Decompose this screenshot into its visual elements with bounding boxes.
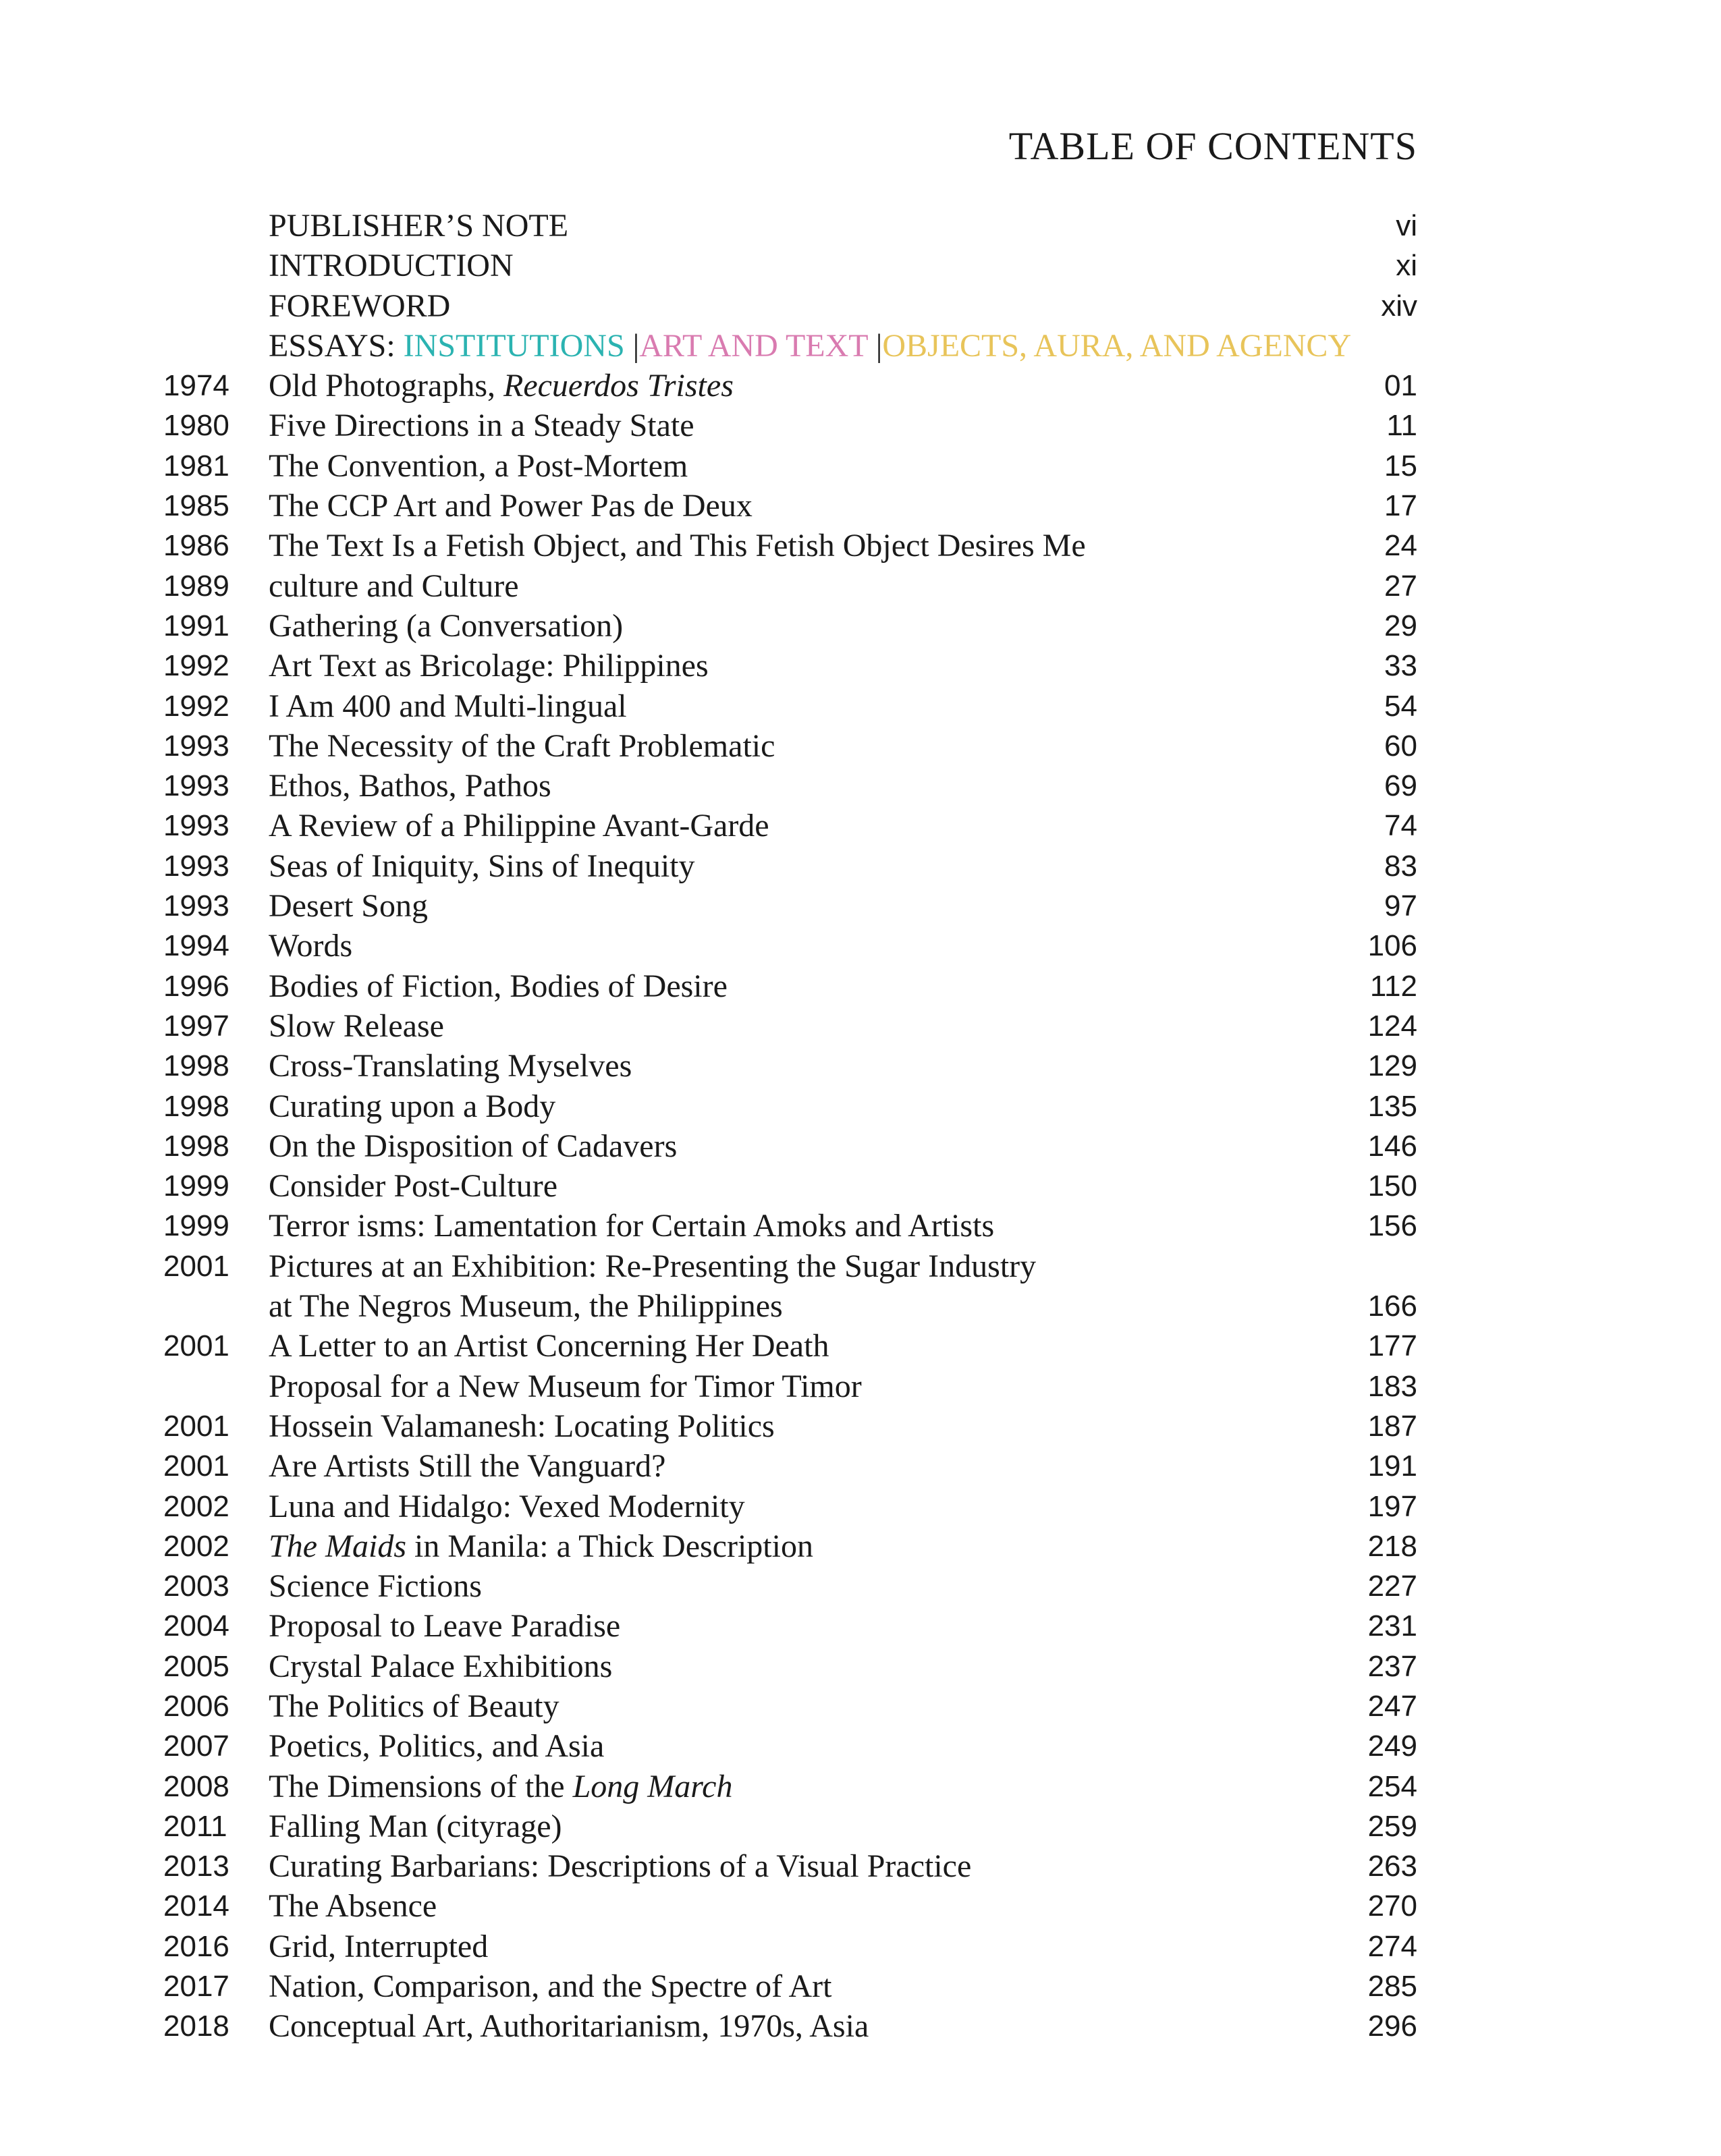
toc-row [0, 1366, 1721, 1406]
toc-entry-title-text: Are Artists Still the Vanguard? [269, 1448, 666, 1485]
toc-row [0, 1966, 1721, 2006]
toc-entry-title-text: A Letter to an Artist Concerning Her Death [269, 1328, 829, 1364]
toc-entry-title [269, 1647, 612, 1686]
toc-entry-year: 1991 [163, 609, 229, 642]
toc-row [0, 1086, 1721, 1126]
toc-entry-title [269, 1726, 604, 1766]
toc-entry-title-text: Falling Man (cityrage) [269, 1808, 562, 1844]
toc-entry-year: 2007 [163, 1730, 229, 1763]
toc-entry-year: 2003 [163, 1570, 229, 1603]
toc-entry-page: 191 [1367, 1449, 1417, 1483]
toc-row [0, 1246, 1721, 1286]
toc-entry-title [269, 1046, 632, 1086]
toc-entry-page: 11 [1386, 409, 1417, 443]
toc-entry-page: 227 [1367, 1570, 1417, 1603]
toc-entry-page: 183 [1367, 1369, 1417, 1403]
toc-row [0, 846, 1721, 886]
toc-entry-title [269, 646, 709, 686]
toc-entry-page: 254 [1367, 1769, 1417, 1803]
toc-entry-title: INTRODUCTION [269, 248, 514, 284]
toc-entry-page: 231 [1367, 1609, 1417, 1643]
toc-entry-page: 106 [1367, 929, 1417, 963]
toc-entry-title-text: The Text Is a Fetish Object, and This Fetish Object Desires Me [269, 528, 1086, 564]
toc-entry-title [269, 966, 728, 1006]
toc-entry-year: 2017 [163, 1970, 229, 2003]
toc-entry-page: 129 [1367, 1049, 1417, 1083]
toc-entry-page: 274 [1367, 1929, 1417, 1963]
toc-entry-page: 27 [1384, 569, 1417, 603]
toc-entry-title-text: Cross-Translating Myselves [269, 1048, 632, 1084]
toc-entry-title-text: Bodies of Fiction, Bodies of Desire [269, 968, 728, 1004]
toc-entry-year: 1993 [163, 889, 229, 923]
toc-entry-page: 83 [1384, 849, 1417, 883]
toc-entry-page: 124 [1367, 1009, 1417, 1043]
toc-row [0, 1647, 1721, 1686]
toc-entry-title [269, 1686, 559, 1726]
toc-entry-page: 249 [1367, 1730, 1417, 1763]
toc-entry-title-text: Old Photographs, [269, 368, 503, 404]
toc-front-matter-row [0, 286, 1721, 326]
toc-entry-page: 263 [1367, 1850, 1417, 1883]
toc-entry-title-text: Science Fictions [269, 1568, 482, 1605]
toc-row [0, 806, 1721, 846]
toc-entry-year: 2018 [163, 2010, 229, 2043]
essays-label: ESSAYS: [269, 327, 395, 364]
toc-entry-page: 97 [1384, 889, 1417, 923]
toc-entry-title [269, 766, 551, 806]
toc-entry-year: 2014 [163, 1889, 229, 1923]
toc-entry-page: xiv [1381, 289, 1417, 323]
toc-entry-title [269, 686, 627, 726]
toc-entry-year: 2001 [163, 1449, 229, 1483]
toc-row [0, 2006, 1721, 2046]
toc-entry-year: 2001 [163, 1249, 229, 1283]
toc-entry-title [269, 1006, 444, 1046]
toc-entry-page: 237 [1367, 1649, 1417, 1683]
toc-row [0, 1927, 1721, 1966]
toc-entry-title-text: Terror isms: Lamentation for Certain Amoks and Artists [269, 1208, 995, 1244]
toc-entry-title-text: Poetics, Politics, and Asia [269, 1728, 605, 1765]
toc-front-matter-row [0, 206, 1721, 246]
toc-entry-title-text: Nation, Comparison, and the Spectre of Art [269, 1968, 832, 2005]
toc-entry-title [269, 1606, 620, 1646]
toc-entry-page: 156 [1367, 1209, 1417, 1243]
toc-entry-page: 296 [1367, 2010, 1417, 2043]
toc-entry-title-text: I Am 400 and Multi-lingual [269, 688, 627, 724]
essays-heading [0, 326, 1721, 366]
toc-entry-title-text: Proposal for a New Museum for Timor Timor [269, 1368, 862, 1404]
toc-entry-year: 1989 [163, 569, 229, 603]
toc-entry-year: 2006 [163, 1689, 229, 1723]
toc-entry-title [269, 1406, 775, 1446]
toc-entry-page: 150 [1367, 1169, 1417, 1203]
toc-entry-title-text: The Absence [269, 1888, 437, 1925]
toc-entry-title-text: Words [269, 928, 353, 964]
section-institutions: INSTITUTIONS [403, 327, 625, 364]
toc-entry-title-text: Seas of Iniquity, Sins of Inequity [269, 848, 695, 884]
section-separator: | [875, 327, 883, 364]
toc-row [0, 1126, 1721, 1166]
toc-row [0, 1206, 1721, 1246]
toc-row [0, 1846, 1721, 1886]
toc-entry-year: 1999 [163, 1209, 229, 1243]
toc-entry-title-italic: Recuerdos Tristes [503, 368, 734, 404]
toc-row [0, 526, 1721, 565]
toc-entry-page: xi [1396, 249, 1417, 283]
toc-row [0, 1487, 1721, 1526]
toc-row [0, 766, 1721, 806]
toc-row [0, 1526, 1721, 1566]
toc-entry-title [269, 1886, 437, 1926]
toc-entry-page: 33 [1384, 649, 1417, 683]
toc-row [0, 1326, 1721, 1366]
toc-entry-page: 17 [1384, 489, 1417, 523]
toc-entry-year: 1993 [163, 769, 229, 803]
toc-entry-year: 1994 [163, 929, 229, 963]
toc-entry-page: 69 [1384, 769, 1417, 803]
toc-row [0, 406, 1721, 445]
toc-entry-page: 112 [1369, 969, 1417, 1003]
toc-entry-title [269, 1966, 832, 2006]
toc-entry-page: 15 [1384, 449, 1417, 482]
toc-entry-page: 135 [1367, 1089, 1417, 1123]
toc-row [0, 926, 1721, 966]
toc-entry-title [269, 1526, 813, 1566]
toc-entry-title [269, 1566, 482, 1606]
toc-entry-page: 01 [1384, 369, 1417, 403]
toc-entry-page: 285 [1367, 1970, 1417, 2003]
toc-entry-title [269, 1446, 665, 1486]
toc-entry-year: 2011 [163, 1809, 227, 1843]
toc-entry-title [269, 566, 519, 606]
toc-entry-year: 2001 [163, 1409, 229, 1443]
toc-entry-year: 1993 [163, 729, 229, 763]
toc-entry-year: 1993 [163, 809, 229, 843]
toc-entry-year: 2004 [163, 1609, 229, 1643]
toc-entry-year: 1997 [163, 1009, 229, 1043]
toc-row [0, 1566, 1721, 1606]
toc-entry-title [269, 1126, 677, 1166]
toc-entry-year: 2005 [163, 1649, 229, 1683]
page-title: TABLE OF CONTENTS [1008, 124, 1417, 168]
toc-entry-title-text: in Manila: a Thick Description [406, 1528, 813, 1564]
toc-entry-page: 74 [1384, 809, 1417, 843]
toc-entry-title [269, 1806, 562, 1846]
toc-row [0, 1886, 1721, 1926]
toc-entry-title-text: The Necessity of the Craft Problematic [269, 727, 775, 764]
toc-entry-title-text: Gathering (a Conversation) [269, 607, 624, 644]
toc-row [0, 1726, 1721, 1766]
section-separator: | [632, 327, 640, 364]
toc-entry-title [269, 1487, 745, 1526]
toc-entry-page: 60 [1384, 729, 1417, 763]
toc-row [0, 966, 1721, 1006]
toc-entry-year: 1998 [163, 1049, 229, 1083]
toc-entry-year: 1996 [163, 969, 229, 1003]
toc-entry-title-text: Ethos, Bathos, Pathos [269, 768, 551, 804]
toc-entry-page: 197 [1367, 1489, 1417, 1523]
toc-entry-title [269, 1846, 971, 1886]
toc-row [0, 486, 1721, 526]
toc-entry-title-text: The Politics of Beauty [269, 1688, 559, 1724]
toc-entry-year: 1992 [163, 649, 229, 683]
toc-entry-title-text: Curating upon a Body [269, 1088, 556, 1124]
toc-entry-year: 2013 [163, 1850, 229, 1883]
toc-entry-page: 177 [1367, 1329, 1417, 1363]
toc-entry-title-text: Crystal Palace Exhibitions [269, 1648, 613, 1684]
toc-entry-year: 2008 [163, 1769, 229, 1803]
toc-entry-page: 187 [1367, 1409, 1417, 1443]
toc-entry-title [269, 846, 695, 886]
toc-entry-title [269, 2006, 869, 2046]
toc-entry-title: PUBLISHER’S NOTE [269, 208, 569, 244]
toc-entry-page: 146 [1367, 1129, 1417, 1163]
toc-entry-title [269, 1166, 557, 1206]
toc-entry-year: 1999 [163, 1169, 229, 1203]
toc-entry-title [269, 486, 753, 526]
toc-entry-title [269, 446, 688, 486]
toc-entry-title [269, 1366, 862, 1406]
toc-entry-title-text: Grid, Interrupted [269, 1928, 489, 1964]
toc-entry-title-text: Luna and Hidalgo: Vexed Modernity [269, 1488, 745, 1524]
toc-row [0, 606, 1721, 646]
toc-entry-title: FOREWORD [269, 287, 451, 324]
toc-row [0, 366, 1721, 406]
toc-entry-title [269, 1086, 555, 1126]
toc-row [0, 1806, 1721, 1846]
toc-entry-year: 2002 [163, 1529, 229, 1563]
toc-entry-title [269, 1246, 1036, 1286]
toc-entry-page: 24 [1384, 529, 1417, 563]
toc-entry-title-text: The Dimensions of the [269, 1768, 573, 1804]
toc-entry-page: 247 [1367, 1689, 1417, 1723]
toc-entry-title [269, 406, 694, 445]
toc-entry-title-text: at The Negros Museum, the Philippines [269, 1288, 783, 1325]
toc-row [0, 1686, 1721, 1726]
toc-entry-page: 166 [1367, 1290, 1417, 1323]
toc-entry-title-text: On the Disposition of Cadavers [269, 1128, 678, 1164]
toc-entry-title-text: Curating Barbarians: Descriptions of a Visual Practice [269, 1848, 972, 1885]
toc-row [0, 1006, 1721, 1046]
toc-row [0, 886, 1721, 926]
toc-entry-title-text: Conceptual Art, Authoritarianism, 1970s, Asia [269, 2008, 869, 2045]
toc-entry-title [269, 1286, 783, 1326]
toc-entry-year: 1993 [163, 849, 229, 883]
toc-entry-year: 1985 [163, 489, 229, 523]
toc-row [0, 1166, 1721, 1206]
toc-entry-page: vi [1396, 209, 1417, 242]
toc-row [0, 1406, 1721, 1446]
toc-entry-title-text: The CCP Art and Power Pas de Deux [269, 488, 753, 524]
toc-entry-title-text: Slow Release [269, 1007, 444, 1044]
toc-entry-title [269, 1927, 488, 1966]
front-matter-list [0, 206, 1721, 326]
toc-entry-year: 1998 [163, 1089, 229, 1123]
toc-front-matter-row [0, 246, 1721, 285]
toc-row [0, 1446, 1721, 1486]
toc-entry-title-italic: The Maids [269, 1528, 406, 1564]
section-art-and-text: ART AND TEXT [639, 327, 868, 364]
toc-entry-page: 259 [1367, 1809, 1417, 1843]
toc-entry-year: 2001 [163, 1329, 229, 1363]
toc-entry-year: 1986 [163, 529, 229, 563]
toc-entry-year: 2002 [163, 1489, 229, 1523]
toc-row [0, 1046, 1721, 1086]
toc-row [0, 1767, 1721, 1806]
toc-entry-year: 1981 [163, 449, 229, 482]
section-objects-aura-agency: OBJECTS, AURA, AND AGENCY [882, 327, 1352, 364]
toc-entry-title [269, 926, 352, 966]
toc-entry-page: 54 [1384, 689, 1417, 723]
toc-entry-title [269, 1326, 829, 1366]
toc-entry-title [269, 886, 428, 926]
toc-entry-year: 1974 [163, 369, 229, 403]
toc-entry-title [269, 366, 734, 406]
toc-entry-title [269, 726, 775, 766]
table-of-contents [0, 206, 1721, 2047]
toc-entry-year: 1992 [163, 689, 229, 723]
toc-entry-title-text: Consider Post-Culture [269, 1168, 557, 1205]
toc-entry-page: 29 [1384, 609, 1417, 642]
toc-entry-title-text: Five Directions in a Steady State [269, 408, 694, 444]
toc-entry-page: 270 [1367, 1889, 1417, 1923]
toc-entry-year: 2016 [163, 1929, 229, 1963]
toc-entry-title [269, 806, 769, 846]
toc-row [0, 726, 1721, 766]
toc-entry-title [269, 1206, 994, 1246]
toc-entry-title [269, 526, 1086, 565]
toc-row [0, 646, 1721, 686]
toc-row [0, 446, 1721, 486]
toc-entry-title-text: Hossein Valamanesh: Locating Politics [269, 1408, 775, 1444]
toc-row [0, 1286, 1721, 1326]
toc-entry-title-text: Proposal to Leave Paradise [269, 1608, 621, 1644]
toc-row [0, 686, 1721, 726]
toc-entry-title-text: culture and Culture [269, 568, 519, 604]
toc-entry-title [269, 1767, 732, 1806]
toc-entry-title-text: Pictures at an Exhibition: Re-Presenting the Sugar Industry [269, 1248, 1037, 1284]
toc-entry-title-text: Desert Song [269, 888, 428, 924]
toc-entry-year: 1998 [163, 1129, 229, 1163]
toc-row [0, 566, 1721, 606]
toc-entry-title-text: A Review of a Philippine Avant-Garde [269, 808, 769, 844]
toc-entry-page: 218 [1367, 1529, 1417, 1563]
toc-entry-year: 1980 [163, 409, 229, 443]
toc-entry-title-text: The Convention, a Post-Mortem [269, 447, 688, 484]
essay-list [0, 366, 1721, 2046]
toc-entry-title-italic: Long March [572, 1768, 733, 1804]
toc-row [0, 1606, 1721, 1646]
toc-entry-title [269, 606, 623, 646]
essays-heading-text [269, 326, 1351, 366]
toc-entry-title-text: Art Text as Bricolage: Philippines [269, 648, 709, 684]
